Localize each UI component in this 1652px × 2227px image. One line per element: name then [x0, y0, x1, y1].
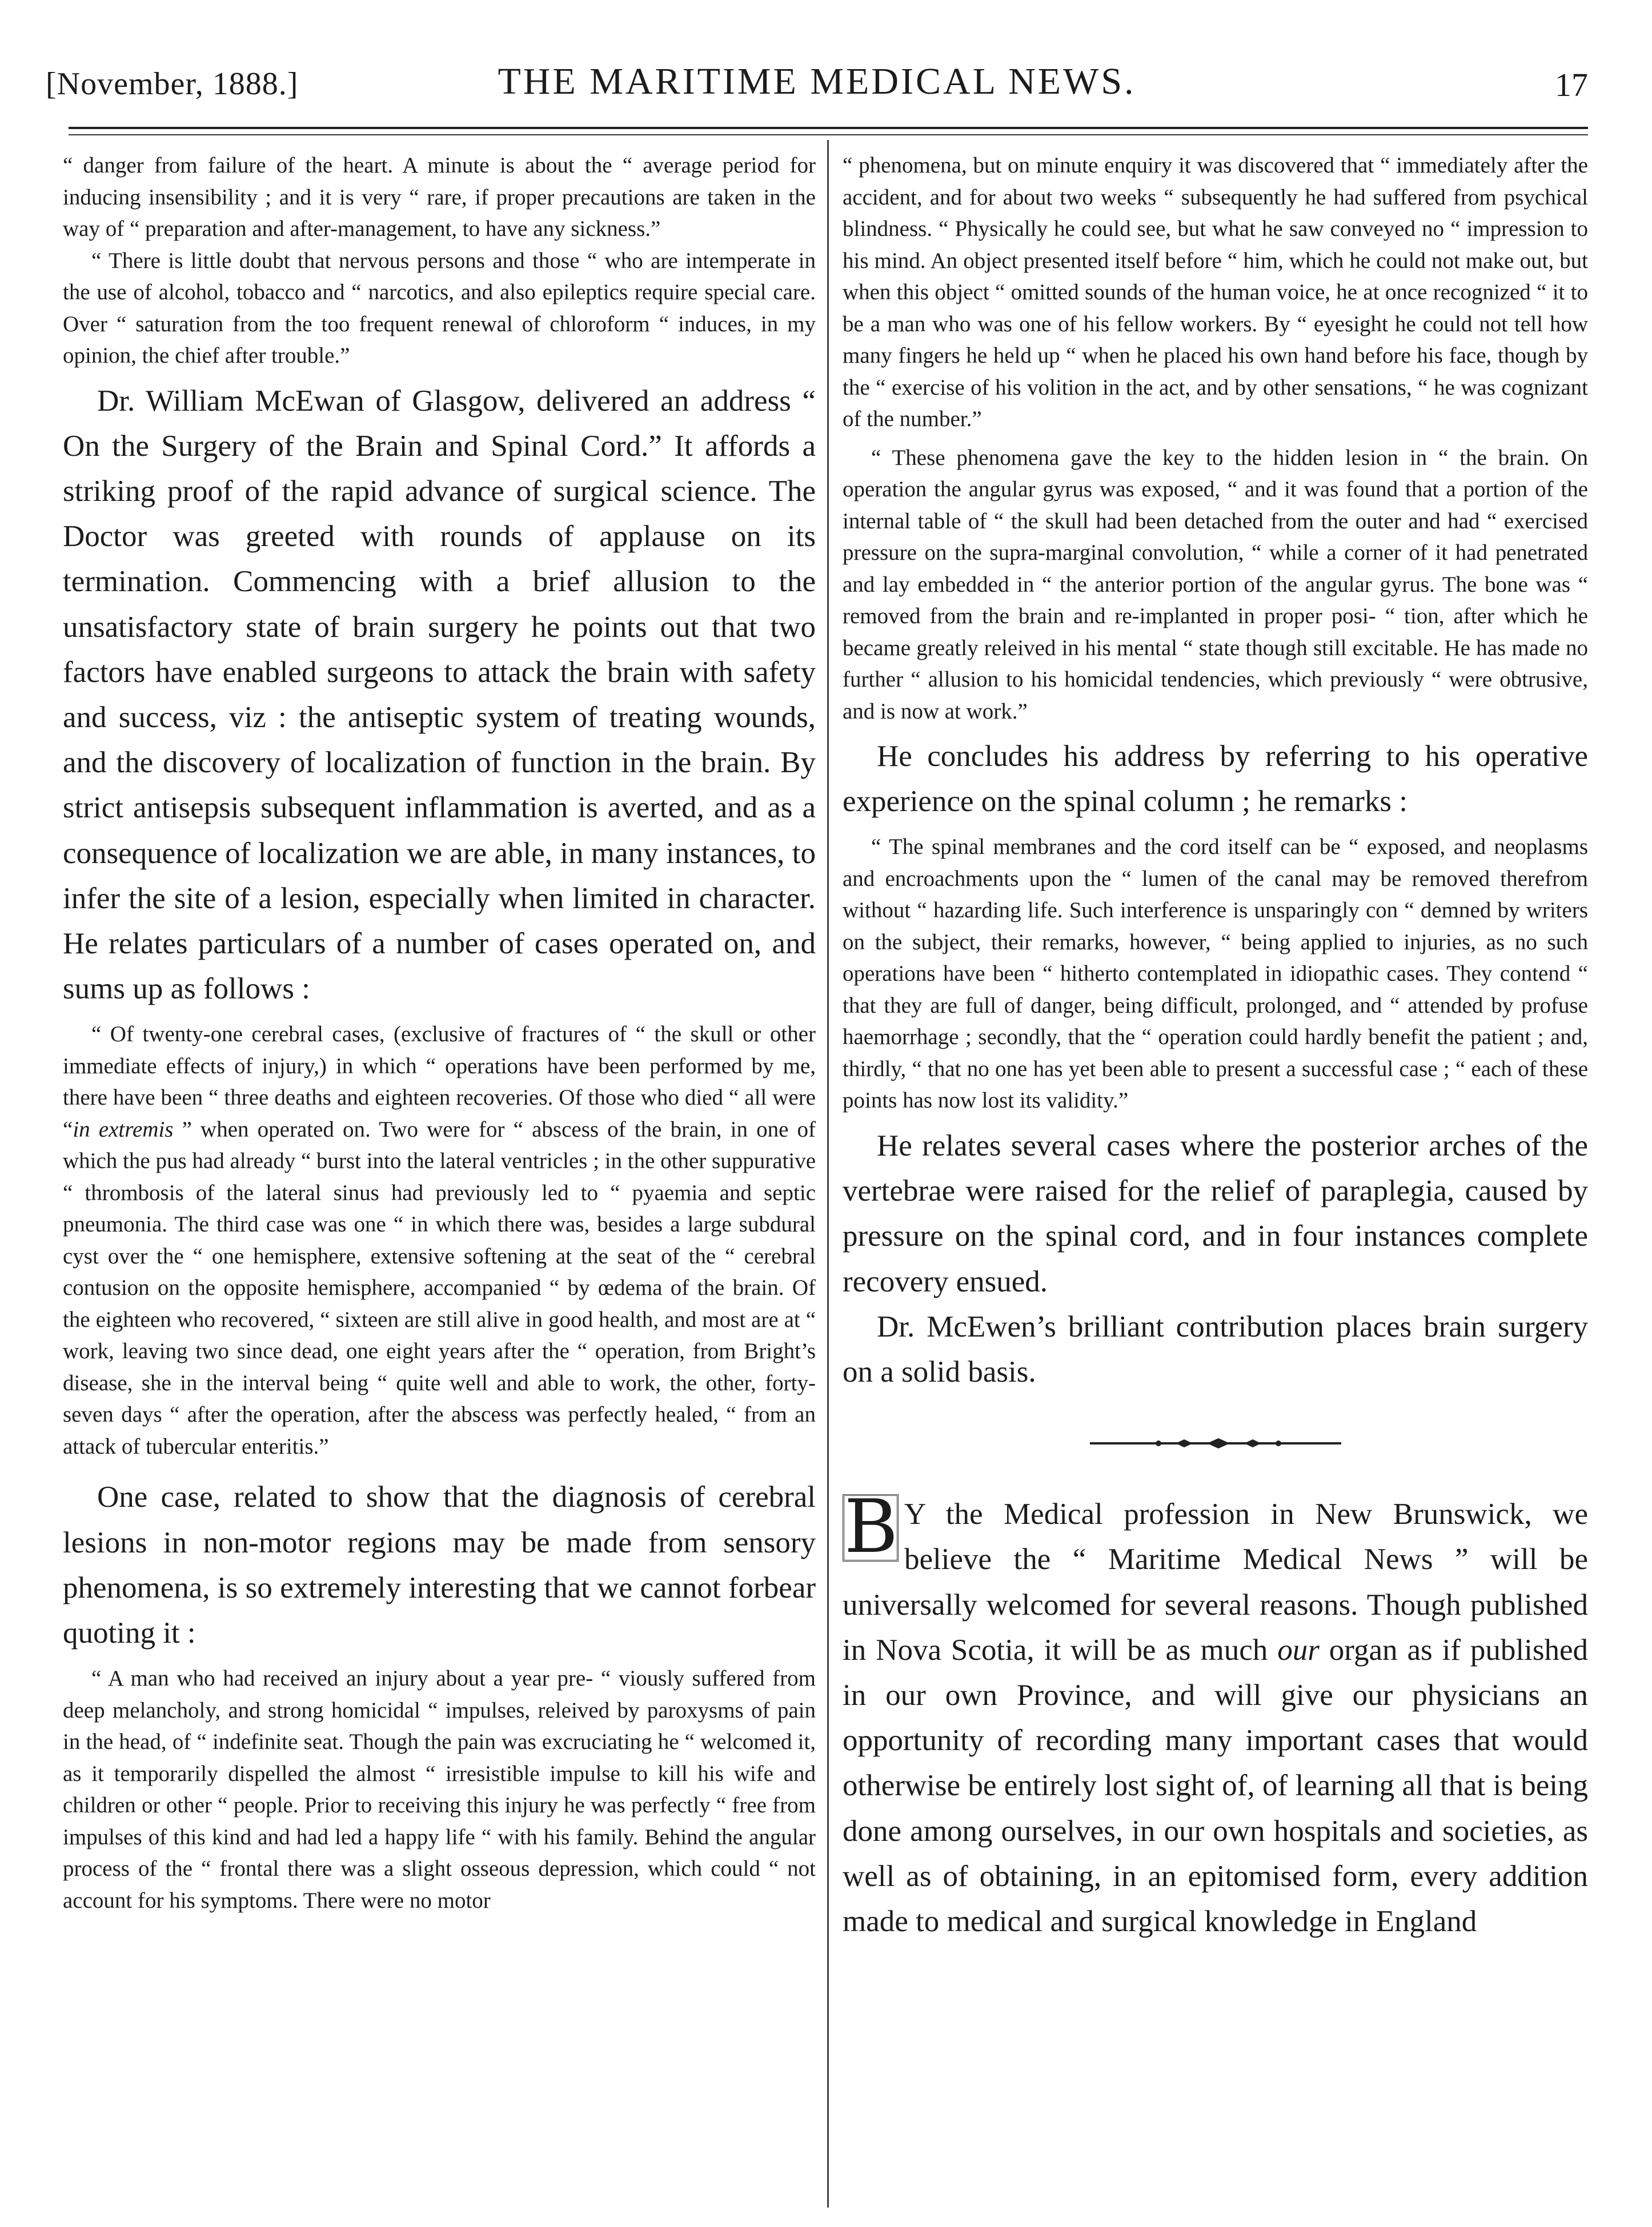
- left-column: [63, 150, 816, 1916]
- quote-paragraph: “ phenomena, but on minute enquiry it was discovered that “ immediately after the accident, and for about two weeks “ subsequently he had suffered from psychical blindness. “ Physically he could see, but what he saw conveyed no “ impression to his mind. An object presented itself before “ him, which he could not make out, but when this object “ omitted sounds of the human voice, he at once recognized “ it to be a man who was one of his fellow workers. By “ eyesight he could not tell how many fingers he held up “ when he placed his own hand before his face, though by the “ exercise of his volition in the act, and by other sensations, “ he was cognizant of the number.”: [843, 153, 1588, 431]
- page-header: [46, 54, 1588, 117]
- issue-date: [November, 1888.]: [46, 66, 299, 102]
- quote-paragraph: “ These phenomena gave the key to the hidden lesion in “ the brain. On operation the angular gyrus was exposed, “ and it was found that a portion of the internal table of “ the skull had been detached from the outer and had “ exercised pressure on the supra-marginal convolution, “ while a corner of it had penetrated and lay embedded in “ the anterior portion of the angular gyrus. The bone was “ removed from the brain and re-implanted in proper posi- “ tion, after which he became greatly releived in his mental “ state though still excitable. He has made no further “ allusion to his homicidal tendencies, which previously “ were obtrusive, and is now at work.”: [843, 445, 1588, 724]
- quote-paragraph: “ danger from failure of the heart. A minute is about the “ average period for inducing insensibility ; and it is very “ rare, if proper precautions are taken in the way of “ preparation and after-management, to have any sickness.”: [63, 153, 816, 241]
- header-rule-thick: [69, 127, 1588, 129]
- quote-paragraph: [63, 1018, 816, 1462]
- quote-paragraph: “ The spinal membranes and the cord itself can be “ exposed, and neoplasms and encroachments upon the “ lumen of the canal may be removed therefrom without “ hazarding life. Such interference is unsparingly con “ demned by writers on the subject, their remarks, however, “ being applied to injuries, as no such operations have been “ hitherto contemplated in idiopathic cases. They contend “ that they are full of danger, being difficult, prolonged, and “ attended by profuse haemorrhage ; secondly, that the “ operation could hardly benefit the patient ; and, thirdly, “ that no one has yet been able to present a successful case ; “ each of these points has now lost its validity.”: [843, 834, 1588, 1113]
- article-text: Y the Medical profession in New Brunswick, we believe the “ Maritime Medical News ” will be universally welcomed for several reasons. Though published in Nova Scotia, it will be as much: [843, 1498, 1588, 1667]
- quote-paragraph: “ A man who had received an injury about a year pre- “ viously suffered from deep melancholy, and strong homicidal “ impulses, releived by paroxysms of pain in the head, of “ indefinite seat. Though the pain was excruciating he “ welcomed it, as it temporarily dispelled the almost “ irresistible impulse to kill his wife and children or other “ people. Prior to receiving this injury he was perfectly “ free from impulses of this kind and had led a happy life “ with his family. Behind the angular process of the “ frontal there was a slight osseous depression, which could “ not account for his symptoms. There were no motor: [63, 1666, 816, 1913]
- quote-text: “ Of twenty-one cerebral cases, (exclusive of fractures of “ the skull or other immediate effects of injury,) in which “ operations have been performed by me, there have been “ three deaths and eighteen recoveries. Of those who died “ all were “: [63, 1022, 816, 1142]
- body-paragraph: Dr. William McEwan of Glasgow, delivered an address “ On the Surgery of the Brain and Spinal Cord.” It affords a striking proof of the rapid advance of surgical science. The Doctor was greeted with rounds of applause on its termination. Commencing with a brief allusion to the unsatisfactory state of brain surgery he points out that two factors have enabled surgeons to attack the brain with safety and success, viz : the antiseptic system of treating wounds, and the discovery of localization of function in the brain. By strict antisepsis subsequent inflammation is averted, and as a consequence of localization we are able, in many instances, to infer the site of a lesion, especially when limited in character. He relates particulars of a number of cases operated on, and sums up as follows :: [63, 384, 816, 1006]
- body-paragraph: Dr. McEwen’s brilliant contribution places brain surgery on a solid basis.: [843, 1310, 1588, 1389]
- right-column: [843, 150, 1588, 1944]
- journal-title: THE MARITIME MEDICAL NEWS.: [498, 61, 1136, 102]
- ornament-divider-icon: [1084, 1435, 1347, 1452]
- emphasis-word: our: [1277, 1633, 1320, 1667]
- article-paragraph: [843, 1484, 1588, 1944]
- body-paragraph: He concludes his address by referring to his operative experience on the spinal column ; he remarks :: [843, 740, 1588, 818]
- article-text: organ as if published in our own Province, and will give our physicians an opportunity of recording many important cases that would otherwise be entirely lost sight of, of learning all that is being done among ourselves, in our own hospitals and societies, as well as of obtaining, in an epitomised form, every addition made to medical and surgical knowledge in England: [843, 1633, 1588, 1938]
- latin-phrase: in extremis: [73, 1117, 174, 1142]
- ornament-divider-icon: [843, 1395, 1588, 1492]
- header-rule-thin: [69, 134, 1588, 135]
- body-paragraph: He relates several cases where the posterior arches of the vertebrae were raised for the relief of paraplegia, caused by pressure on the spinal cord, and in four instances complete recovery ensued.: [843, 1129, 1588, 1298]
- quote-paragraph: “ There is little doubt that nervous persons and those “ who are intemperate in the use of alcohol, tobacco and “ narcotics, and also epileptics require special care. Over “ saturation from the too frequent renewal of chloroform “ induces, in my opinion, the chief after trouble.”: [63, 248, 816, 368]
- column-divider: [827, 140, 829, 2208]
- drop-cap: B: [843, 1494, 899, 1562]
- body-paragraph: One case, related to show that the diagnosis of cerebral lesions in non-motor regions may be made from sensory phenomena, is so extremely interesting that we cannot forbear quoting it :: [63, 1480, 816, 1650]
- page-number: 17: [1555, 66, 1588, 103]
- quote-text: ” when operated on. Two were for “ abscess of the brain, in one of which the pus had already “ burst into the lateral ventricles ; in the other suppurative “ thrombosis of the lateral sinus had previously led to “ pyaemia and septic pneumonia. The third case was one “ in which there was, besides a large subdural cyst over the “ one hemisphere, extensive softening at the seat of the “ cerebral contusion on the opposite hemisphere, accompanied “ by œdema of the brain. Of the eighteen who recovered, “ sixteen are still alive in good health, and most are at “ work, leaving two since dead, one eight years after the “ operation, from Bright’s disease, she in the interval being “ quite well and able to work, the other, forty-seven days “ after the operation, after the abscess was perfectly healed, “ from an attack of tubercular enteritis.”: [63, 1117, 816, 1459]
